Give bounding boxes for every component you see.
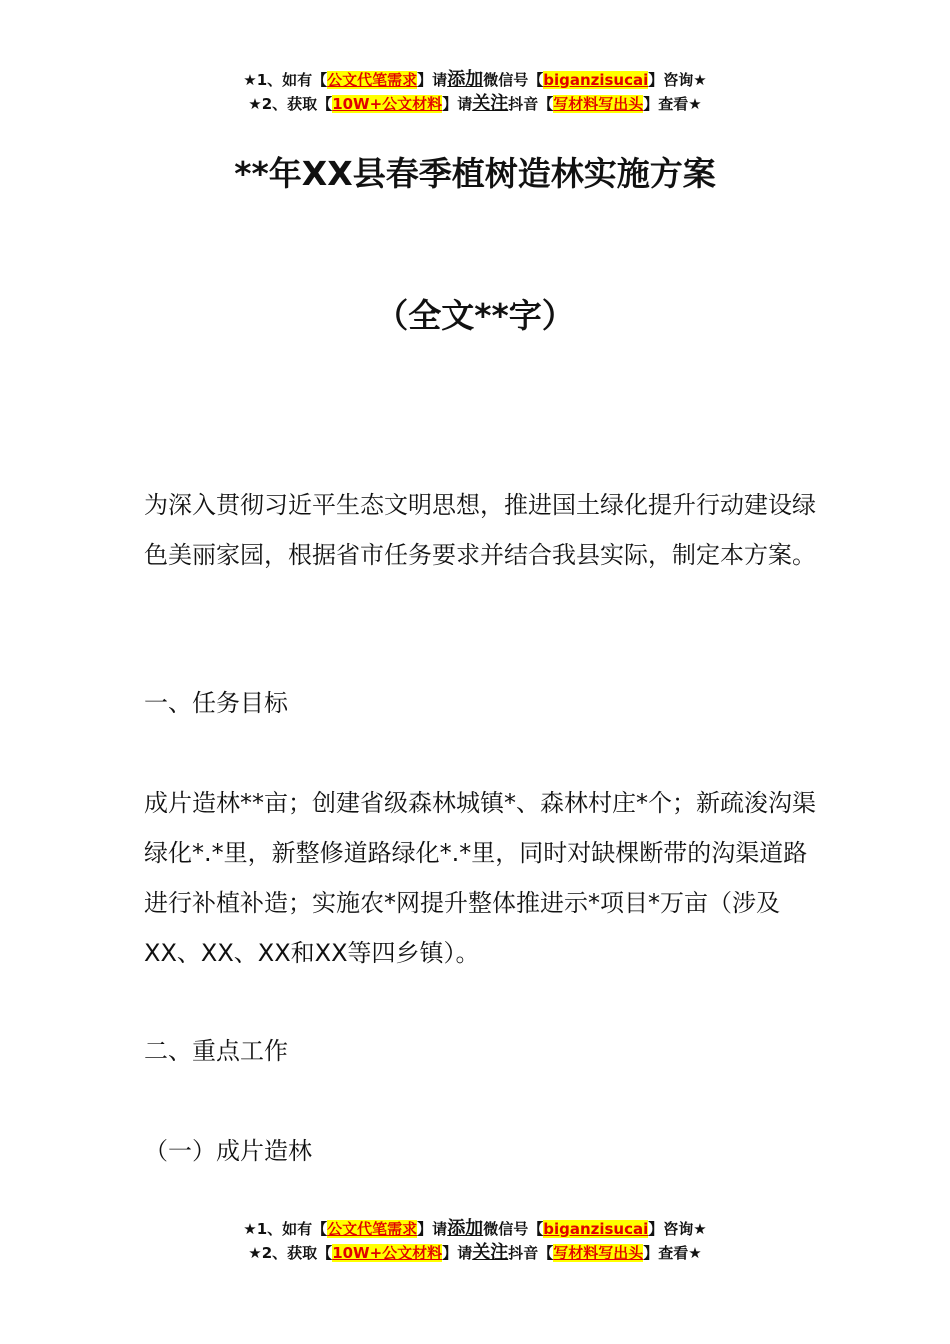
section-heading-key-work: 二、重点工作 bbox=[144, 1037, 288, 1065]
promo-text: 微信号【 bbox=[483, 71, 544, 89]
promo-text: ★1、如有【 bbox=[243, 1220, 328, 1238]
promo-text: 】请 bbox=[417, 1220, 448, 1238]
promo-emphasis: 添加 bbox=[447, 1218, 484, 1239]
promo-highlight: biganzisucai bbox=[543, 71, 649, 89]
subsection-heading-afforestation: （一）成片造林 bbox=[144, 1137, 312, 1165]
promo-line-1 bbox=[0, 68, 950, 92]
promo-text: 抖音【 bbox=[508, 95, 554, 113]
promo-text: ★2、获取【 bbox=[248, 1244, 333, 1262]
promo-text: 】咨询★ bbox=[648, 1220, 707, 1238]
promo-notice-top bbox=[0, 68, 950, 116]
promo-text: 】请 bbox=[442, 95, 473, 113]
section-heading-goals: 一、任务目标 bbox=[144, 689, 288, 717]
promo-line-2 bbox=[0, 92, 950, 116]
promo-text: 】咨询★ bbox=[648, 71, 707, 89]
promo-emphasis: 关注 bbox=[472, 1242, 509, 1263]
intro-paragraph: 为深入贯彻习近平生态文明思想，推进国土绿化提升行动建设绿色美丽家园，根据省市任务要求并结合我县实际，制定本方案。 bbox=[144, 491, 816, 569]
promo-line-1 bbox=[0, 1217, 950, 1241]
document-subtitle: （全文**字） bbox=[375, 296, 575, 335]
promo-text: ★1、如有【 bbox=[243, 71, 328, 89]
promo-highlight: 写材料写出头 bbox=[553, 1244, 644, 1262]
promo-text: 】查看★ bbox=[643, 95, 702, 113]
promo-text: 微信号【 bbox=[483, 1220, 544, 1238]
promo-emphasis: 关注 bbox=[472, 93, 509, 114]
promo-highlight: 10W+公文材料 bbox=[332, 95, 443, 113]
promo-text: 】请 bbox=[417, 71, 448, 89]
goals-paragraph: 成片造林**亩；创建省级森林城镇*、森林村庄*个；新疏浚沟渠绿化*.*里，新整修道路绿化*.*里，同时对缺棵断带的沟渠道路进行补植补造；实施农*网提升整体推进示*项目*万亩（涉及XX、XX、XX和XX等四乡镇）。 bbox=[144, 789, 816, 967]
promo-emphasis: 添加 bbox=[447, 69, 484, 90]
promo-highlight: 公文代笔需求 bbox=[327, 1220, 418, 1238]
promo-highlight: biganzisucai bbox=[543, 1220, 649, 1238]
promo-text: 】请 bbox=[442, 1244, 473, 1262]
promo-highlight: 公文代笔需求 bbox=[327, 71, 418, 89]
promo-text: 抖音【 bbox=[508, 1244, 554, 1262]
document-title: **年XX县春季植树造林实施方案 bbox=[234, 154, 716, 193]
promo-line-2 bbox=[0, 1241, 950, 1265]
promo-highlight: 写材料写出头 bbox=[553, 95, 644, 113]
promo-text: 】查看★ bbox=[643, 1244, 702, 1262]
promo-text: ★2、获取【 bbox=[248, 95, 333, 113]
promo-highlight: 10W+公文材料 bbox=[332, 1244, 443, 1262]
promo-notice-bottom bbox=[0, 1217, 950, 1265]
